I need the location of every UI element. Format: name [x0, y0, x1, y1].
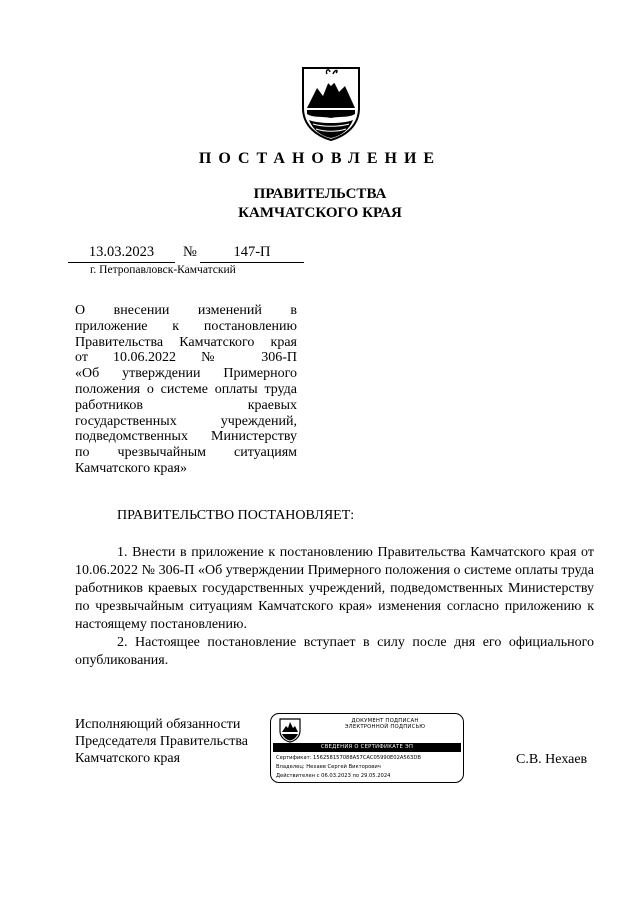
stamp-header-line: ДОКУМЕНТ ПОДПИСАН: [351, 718, 419, 724]
issuer-line-1: ПРАВИТЕЛЬСТВА: [253, 186, 387, 202]
owner-label: Владелец:: [276, 764, 305, 770]
stamp-header-line: ЭЛЕКТРОННОЙ ПОДПИСЬЮ: [344, 724, 426, 731]
subject-line: по чрезвычайным ситуациям: [75, 445, 297, 461]
document-title: ПОСТАНОВЛЕНИЕ: [198, 150, 442, 167]
subject-line: Камчатского края»: [75, 460, 188, 476]
stamp-validity: Действителен с 06.03.2023 по 29.05.2024: [276, 773, 391, 779]
paragraph-2: 2. Настоящее постановление вступает в силу после дня его официального опубликования.: [75, 635, 594, 668]
position-line: Камчатского края: [75, 751, 181, 766]
signatory-position: [75, 716, 248, 767]
position-line: Исполняющий обязанности: [75, 717, 241, 732]
stamp-header: [311, 718, 459, 730]
subject-line: «Об утверждении Примерного: [75, 366, 297, 382]
paragraph-1: 1. Внести в приложение к постановлению Правительства Камчатского края от 10.06.2022 № 306-П «Об утверждении Примерного положения о системе оплаты труда работников краевых государственных учреждений, подведомственных Министерству по чрезвычайным ситуациям Камчатского края» изменения согласно приложению к настоящему постановлению.: [75, 545, 594, 632]
decree-statement: ПРАВИТЕЛЬСТВО ПОСТАНОВЛЯЕТ:: [117, 508, 355, 523]
document-subject: [75, 303, 297, 477]
subject-line: О внесении изменений в: [75, 303, 297, 318]
electronic-signature-stamp: [270, 713, 464, 783]
subject-line: приложение к постановлению: [75, 318, 297, 334]
subject-line: работников краевых: [75, 397, 297, 413]
stamp-certificate: [276, 755, 421, 761]
document-date: 13.03.2023: [68, 244, 175, 263]
coat-of-arms-emblem: [299, 62, 363, 142]
issuer-line-2: КАМЧАТСКОГО КРАЯ: [238, 205, 402, 221]
certificate-label: Сертификат:: [276, 755, 312, 761]
document-body: [75, 544, 594, 670]
signatory-name: С.В. Нехаев: [516, 752, 588, 767]
stamp-band: СВЕДЕНИЯ О СЕРТИФИКАТЕ ЭП: [273, 743, 461, 752]
seal-emblem-icon: [275, 717, 305, 743]
owner-value: Нехаев Сергей Викторович: [306, 764, 381, 770]
number-sign: №: [183, 244, 197, 260]
position-line: Председателя Правительства: [75, 734, 249, 749]
subject-line: положения о системе оплаты труда: [75, 381, 297, 397]
stamp-owner: [276, 764, 381, 770]
document-city: г. Петропавловск-Камчатский: [90, 264, 236, 276]
subject-line: государственных учреждений,: [75, 413, 297, 429]
document-number: 147-П: [200, 244, 304, 263]
certificate-value: 156258157088A57CAC05990E02A563DB: [313, 755, 421, 761]
subject-line: Правительства Камчатского края: [75, 334, 297, 350]
subject-line: подведомственных Министерству: [75, 429, 297, 445]
subject-line: от 10.06.2022 № 306-П: [75, 350, 297, 366]
